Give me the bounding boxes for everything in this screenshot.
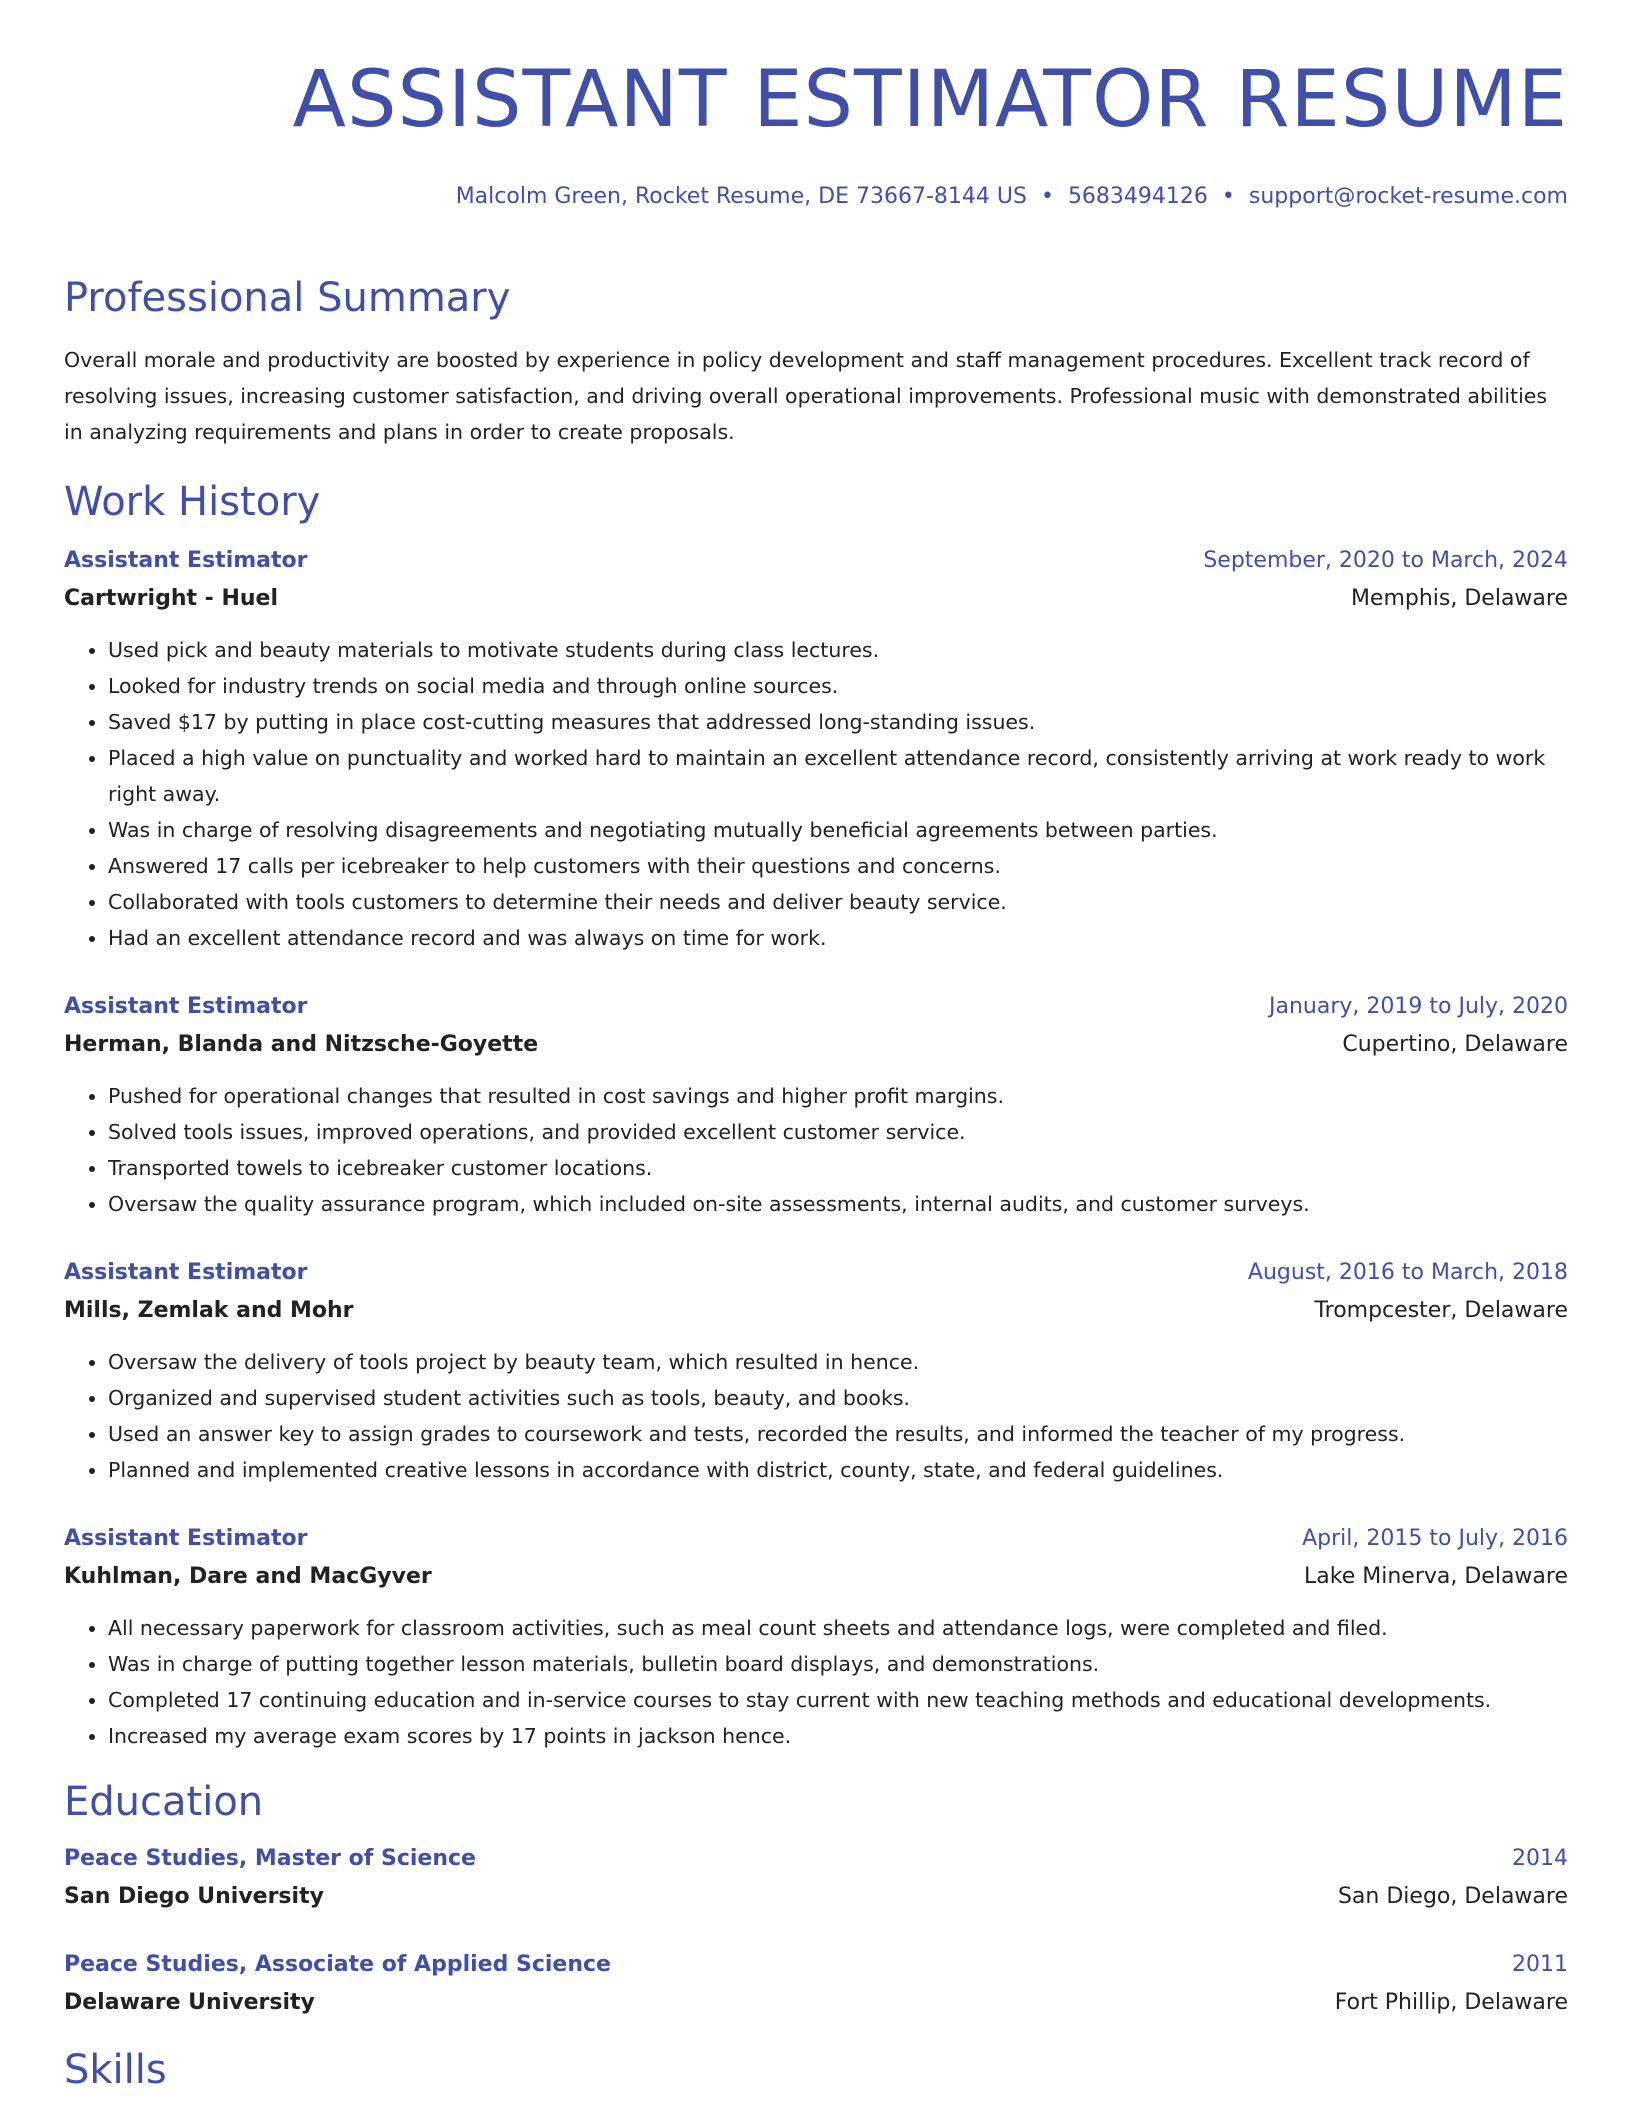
job-role-row (64, 1520, 1568, 1558)
list-item: • Used pick and beauty materials to motivate students during class lectures. (108, 632, 1568, 668)
list-item: • Saved $17 by putting in place cost-cutting measures that addressed long-standing issues. (108, 704, 1568, 740)
list-item: • Oversaw the quality assurance program, which included on-site assessments, internal audits, and customer surveys. (108, 1186, 1568, 1222)
education-degree: Peace Studies, Master of Science (64, 1846, 476, 1871)
job-role: Assistant Estimator (64, 548, 308, 573)
list-item: • Pushed for operational changes that resulted in cost savings and higher profit margins. (108, 1078, 1568, 1114)
education-school-row (64, 1984, 1568, 2022)
education-degree-row (64, 1840, 1568, 1878)
list-item: • Collaborated with tools customers to determine their needs and deliver beauty service. (108, 884, 1568, 920)
list-item: • Was in charge of resolving disagreements and negotiating mutually beneficial agreements between parties. (108, 812, 1568, 848)
spacer (64, 1222, 1568, 1254)
education-heading: Education (64, 1779, 264, 1825)
job-entry (64, 1254, 1568, 1488)
spacer (64, 956, 1568, 988)
job-dates: January, 2019 to July, 2020 (1269, 994, 1568, 1019)
job-role-row (64, 988, 1568, 1026)
list-item: • Oversaw the delivery of tools project by beauty team, which resulted in hence. (108, 1344, 1568, 1380)
list-item: • Had an excellent attendance record and was always on time for work. (108, 920, 1568, 956)
summary-text: Overall morale and productivity are boosted by experience in policy development and staff management procedures. Excellent track record of resolving issues, increasing customer satisfaction, and driving overall operational improvements. Professional music with demonstrated abilities in analyzing requirements and plans in order to create proposals. (64, 348, 1548, 444)
contact-line (64, 182, 1568, 212)
job-org-row (64, 1558, 1568, 1596)
job-role: Assistant Estimator (64, 1526, 308, 1551)
list-item: • Looked for industry trends on social media and through online sources. (108, 668, 1568, 704)
education-degree: Peace Studies, Associate of Applied Science (64, 1952, 611, 1977)
list-item: • Used an answer key to assign grades to coursework and tests, recorded the results, and informed the teacher of my progress. (108, 1416, 1568, 1452)
list-item: • Completed 17 continuing education and in-service courses to stay current with new teaching methods and educational developments. (108, 1682, 1568, 1718)
education-school: Delaware University (64, 1990, 315, 2015)
job-dates: April, 2015 to July, 2016 (1302, 1526, 1568, 1551)
spacer (64, 1916, 1568, 1946)
list-item: • All necessary paperwork for classroom activities, such as meal count sheets and attendance logs, were completed and filed. (108, 1610, 1568, 1646)
job-bullets (64, 632, 1568, 956)
contact-separator: • (1221, 184, 1235, 209)
list-item: • Transported towels to icebreaker customer locations. (108, 1150, 1568, 1186)
education-year: 2014 (1512, 1846, 1568, 1871)
job-location: Lake Minerva, Delaware (1304, 1564, 1568, 1589)
job-org-row (64, 1292, 1568, 1330)
resume-title: ASSISTANT ESTIMATOR RESUME (292, 55, 1568, 145)
education-degree-row (64, 1946, 1568, 1984)
job-org-row (64, 1026, 1568, 1064)
job-org-row (64, 580, 1568, 618)
education-location: Fort Phillip, Delaware (1334, 1990, 1568, 2015)
contact-email: support@rocket-resume.com (1248, 184, 1568, 209)
job-dates: August, 2016 to March, 2018 (1247, 1260, 1568, 1285)
job-bullets (64, 1344, 1568, 1488)
list-item: • Answered 17 calls per icebreaker to help customers with their questions and concerns. (108, 848, 1568, 884)
spacer (64, 1488, 1568, 1520)
job-company: Mills, Zemlak and Mohr (64, 1298, 354, 1323)
education-school: San Diego University (64, 1884, 324, 1909)
job-role: Assistant Estimator (64, 994, 308, 1019)
job-bullets (64, 1078, 1568, 1222)
job-location: Trompcester, Delaware (1314, 1298, 1568, 1323)
contact-phone: 5683494126 (1067, 184, 1208, 209)
job-entry (64, 1520, 1568, 1754)
education-year: 2011 (1512, 1952, 1568, 1977)
list-item: • Planned and implemented creative lessons in accordance with district, county, state, and federal guidelines. (108, 1452, 1568, 1488)
list-item: • Was in charge of putting together lesson materials, bulletin board displays, and demonstrations. (108, 1646, 1568, 1682)
job-role-row (64, 1254, 1568, 1292)
education-location: San Diego, Delaware (1337, 1884, 1568, 1909)
list-item: • Solved tools issues, improved operations, and provided excellent customer service. (108, 1114, 1568, 1150)
list-item: • Placed a high value on punctuality and worked hard to maintain an excellent attendance record, consistently arriving at work ready to work right away. (108, 740, 1568, 812)
education-entry (64, 1946, 1568, 2022)
education-school-row (64, 1878, 1568, 1916)
skills-heading: Skills (64, 2047, 167, 2093)
summary-heading: Professional Summary (64, 275, 511, 321)
work-history-heading: Work History (64, 479, 321, 525)
list-item: • Increased my average exam scores by 17 points in jackson hence. (108, 1718, 1568, 1754)
education-entry (64, 1840, 1568, 1916)
job-location: Memphis, Delaware (1350, 586, 1568, 611)
job-role: Assistant Estimator (64, 1260, 308, 1285)
list-item: • Organized and supervised student activities such as tools, beauty, and books. (108, 1380, 1568, 1416)
job-company: Herman, Blanda and Nitzsche-Goyette (64, 1032, 539, 1057)
job-dates: September, 2020 to March, 2024 (1203, 548, 1568, 573)
job-company: Cartwright - Huel (64, 586, 278, 611)
job-bullets (64, 1610, 1568, 1754)
job-location: Cupertino, Delaware (1342, 1032, 1568, 1057)
job-company: Kuhlman, Dare and MacGyver (64, 1564, 432, 1589)
job-entry (64, 542, 1568, 956)
job-entry (64, 988, 1568, 1222)
contact-separator: • (1040, 184, 1054, 209)
job-role-row (64, 542, 1568, 580)
contact-address: Malcolm Green, Rocket Resume, DE 73667-8144 US (455, 184, 1027, 209)
